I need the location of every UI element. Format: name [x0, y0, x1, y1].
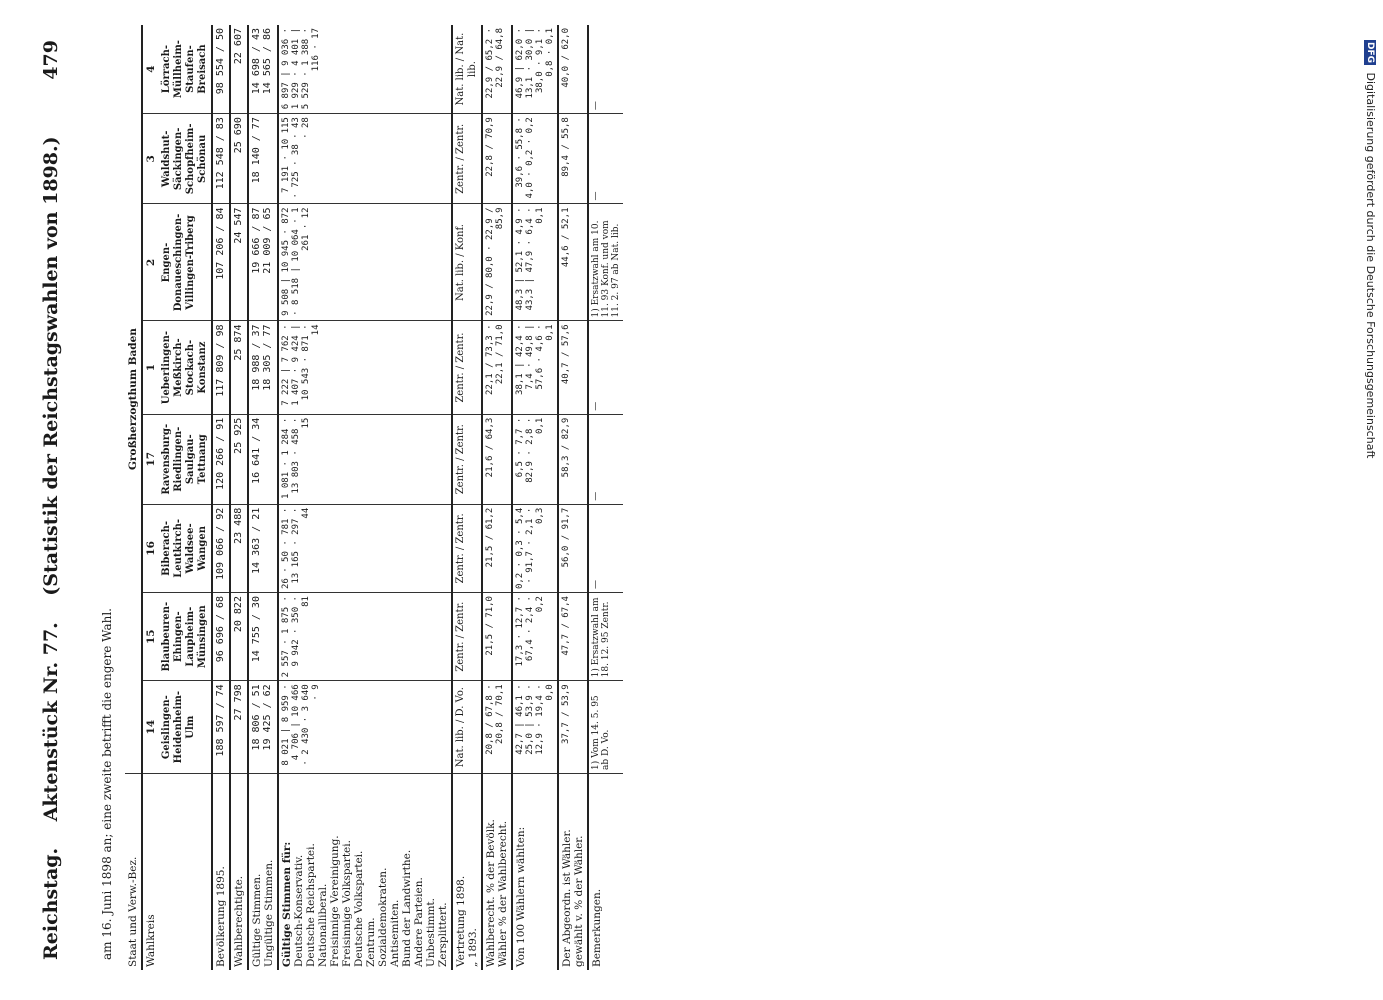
cell — [248, 681, 278, 774]
cell — [248, 25, 278, 114]
cell: — — [588, 25, 623, 114]
cell: 58,3 / 82,9 — [558, 414, 588, 504]
cell: 22,8 / 70,9 — [482, 114, 512, 204]
cell: Zentr. / Zentr. — [452, 321, 482, 414]
cell: 22,1 / 73,3 · 22,1 / 71,0 — [482, 321, 512, 414]
representation-label — [452, 774, 482, 971]
col-name: Engen-Donaueschingen-Villingen-Triberg — [159, 204, 212, 321]
col-no: 3 — [142, 114, 159, 204]
cell: 27 798 — [230, 681, 248, 774]
cell: 20 822 — [230, 593, 248, 681]
wahlkreis-label: Wahlkreis — [142, 774, 159, 971]
votes-row — [248, 25, 278, 970]
digitization-text: Digitalisierung gefördert durch die Deutsche Forschungsgemeinschaft — [1364, 72, 1377, 459]
representation-label-b: „ 1893. — [467, 928, 479, 967]
cell: 44,6 / 52,1 — [558, 204, 588, 321]
cell: 1 081 · 1 284 · 13 803 · 458 · 15 — [278, 414, 452, 504]
cell: 7 222 | 7 762 · 1 407 · 9 424 | 10 543 · 871 · 14 — [278, 321, 452, 414]
cell: 1) Vom 14. 5. 95 ab D. Vo. — [588, 681, 623, 774]
col-name: Biberach-Leutkirch-Waldsee-Wangen — [159, 504, 212, 592]
cell: 20,8 / 67,8 · 20,8 / 70,1 — [482, 681, 512, 774]
cell: — — [588, 414, 623, 504]
cell: 22,9 / 65,2 · 22,9 / 64,8 — [482, 25, 512, 114]
party-label: Zentrum. — [365, 917, 377, 967]
cell: 109 066 / 92 — [212, 504, 230, 592]
cell — [248, 321, 278, 414]
cell: 25 690 — [230, 114, 248, 204]
cell: 40,7 / 57,6 — [558, 321, 588, 414]
participation-label — [482, 774, 512, 971]
header-left: Reichstag. — [40, 847, 62, 960]
party-label: Deutsche Reichspartei. — [305, 843, 317, 967]
col-no: 16 — [142, 504, 159, 592]
subline: am 16. Juni 1898 an; eine zweite betrifft die engere Wahl. — [100, 608, 114, 960]
party-label: Sozialdemokraten. — [377, 867, 389, 967]
cell: 25 925 — [230, 414, 248, 504]
ratio-label-b: gewählt v. % der Wähler. — [573, 835, 585, 967]
population-row — [212, 25, 230, 970]
cell: 46,9 | 62,0 · 13,1 · 30,0 | 38,0 · 9,1 · 0,8 · 0,1 — [512, 25, 558, 114]
party-label: Zersplittert. — [437, 902, 449, 967]
eligible-label: Wahlberechtigte. — [230, 774, 248, 971]
cell: 21,5 / 61,2 — [482, 504, 512, 592]
col-no: 4 — [142, 25, 159, 114]
cell: 107 206 / 84 — [212, 204, 230, 321]
col-name: Ueberlingen-Meßkirch-Stockach-Konstanz — [159, 321, 212, 414]
cell: 26 · 50 · 781 · 13 165 · 297 · 44 — [278, 504, 452, 592]
cell-a: 16 641 / 34 — [251, 417, 262, 484]
remarks-row — [588, 25, 623, 970]
cell-b: 18 305 / 77 — [262, 324, 273, 391]
party-intro: Gültige Stimmen für: — [281, 841, 293, 967]
cell: Nat. lib. / Konf. — [452, 204, 482, 321]
state-label: Staat und Verw.-Bez. — [127, 856, 139, 967]
population-label: Bevölkerung 1895. — [212, 774, 230, 971]
cell-a: 14 363 / 21 — [251, 507, 262, 574]
election-table — [125, 25, 623, 970]
party-label: Deutsch-Konservativ. — [293, 854, 305, 967]
participation-row — [482, 25, 512, 970]
col-no: 17 — [142, 414, 159, 504]
col-name: Ravensburg-Riedlingen-Saulgau-Tettnang — [159, 414, 212, 504]
cell: 38,1 | 42,4 · 7,4 · 49,8 | 57,6 · 4,6 · 0,1 — [512, 321, 558, 414]
per-hundred-label: Von 100 Wählern wählten: — [512, 774, 558, 971]
per-hundred-row — [512, 25, 558, 970]
participation-label-a: Wahlberecht. % der Bevölk. — [485, 819, 497, 967]
cell: Zentr. / Zentr. — [452, 114, 482, 204]
header-title: Aktenstück Nr. 77. — [40, 622, 62, 822]
cell: 117 809 / 98 — [212, 321, 230, 414]
cell: 21,6 / 64,3 — [482, 414, 512, 504]
cell: 21,5 / 71,0 — [482, 593, 512, 681]
cell: 188 597 / 74 — [212, 681, 230, 774]
dfg-logo: DFG — [1365, 42, 1375, 64]
party-labels — [278, 774, 452, 971]
cell: — — [588, 321, 623, 414]
party-label: Bund der Landwirthe. — [401, 849, 413, 967]
cell: 6,5 · 7,7 · 82,9 · 2,8 · 0,1 — [512, 414, 558, 504]
cell: 56,0 / 91,7 — [558, 504, 588, 592]
participation-label-b: Wähler % der Wahlberecht. — [497, 820, 509, 967]
cell — [248, 504, 278, 592]
col-no: 15 — [142, 593, 159, 681]
cell: 7 191 · 10 115 · 725 · 38 · 43 · 28 — [278, 114, 452, 204]
party-label: Andere Parteien. — [413, 877, 425, 967]
cell: 42,7 | 46,1 · 25,0 | 53,9 · 12,9 · 19,4 · 0,0 — [512, 681, 558, 774]
cell-b: 14 565 / 86 — [262, 28, 273, 95]
cell: Nat. lib. / D. Vo. — [452, 681, 482, 774]
cell: 6 897 | 9 036 · 1 929 · 4 401 | 5 529 · 1 388 · 116 · 17 — [278, 25, 452, 114]
cell: 23 488 — [230, 504, 248, 592]
col-name: Blaubeuren-Ehingen-Laupheim-Münsingen — [159, 593, 212, 681]
cell-a: 14 755 / 30 — [251, 596, 262, 663]
party-votes-row — [278, 25, 452, 970]
party-label: Freisinnige Vereinigung. — [329, 835, 341, 967]
header-subtitle: (Statistik der Reichstagswahlen von 1898.) — [40, 136, 62, 596]
page-header — [40, 40, 62, 960]
valid-votes-label: Gültige Stimmen. — [251, 873, 263, 967]
col-name: Lörrach-Müllheim-Staufen-Breisach — [159, 25, 212, 114]
cell: 37,7 / 53,9 — [558, 681, 588, 774]
eligible-row — [230, 25, 248, 970]
cell — [248, 593, 278, 681]
cell: 24 547 — [230, 204, 248, 321]
cell-a: 18 988 / 37 — [251, 324, 262, 391]
cell: 25 874 — [230, 321, 248, 414]
remarks-label: Bemerkungen. — [588, 774, 623, 971]
cell: 0,2 · 0,3 · 5,4 · 91,7 · 2,1 · 0,3 — [512, 504, 558, 592]
cell: 22,9 / 80,0 · 22,9 / 85,9 — [482, 204, 512, 321]
cell: 89,4 / 55,8 — [558, 114, 588, 204]
col-name: Waldshut-Säckingen-Schopfheim-Schönau — [159, 114, 212, 204]
col-no: 2 — [142, 204, 159, 321]
cell-b: 21 009 / 65 — [262, 207, 273, 274]
votes-label — [248, 774, 278, 971]
cell-a: 14 698 / 43 — [251, 28, 262, 95]
invalid-votes-label: Ungültige Stimmen. — [263, 859, 275, 967]
cell: 17,3 · 12,7 · 67,4 · 2,4 · 0,2 — [512, 593, 558, 681]
page-number: 479 — [40, 40, 62, 80]
cell: 112 548 / 83 — [212, 114, 230, 204]
cell: Zentr. / Zentr. — [452, 593, 482, 681]
cell: Nat. lib. / Nat. lib. — [452, 25, 482, 114]
cell: 9 508 | 10 945 · 872 · 8 518 | 10 064 · 1 261 · 12 — [278, 204, 452, 321]
cell-a: 18 806 / 51 — [251, 684, 262, 751]
cell: 22 607 — [230, 25, 248, 114]
cell: Zentr. / Zentr. — [452, 504, 482, 592]
col-no: 1 — [142, 321, 159, 414]
ratio-label — [558, 774, 588, 971]
cell — [248, 204, 278, 321]
state-value: Großherzogthum Baden — [125, 25, 142, 774]
cell: 48,3 | 52,1 · 4,9 · 43,3 | 47,9 · 6,4 · 0,1 — [512, 204, 558, 321]
party-label: Deutsche Volkspartei. — [353, 850, 365, 967]
representation-label-a: Vertretung 1898. — [455, 875, 467, 967]
cell: 1) Ersatzwahl am 18. 12. 95 Zentr. — [588, 593, 623, 681]
party-label: Antisemiten. — [389, 899, 401, 967]
ratio-label-a: Der Abgeordn. ist Wähler. — [561, 829, 573, 967]
cell: — — [588, 114, 623, 204]
party-label: Unbestimmt. — [425, 898, 437, 967]
cell: 2 557 · 1 875 · 9 942 · 350 · 81 — [278, 593, 452, 681]
party-label: Freisinnige Volkspartei. — [341, 840, 353, 967]
cell: 47,7 / 67,4 — [558, 593, 588, 681]
cell-a: 19 666 / 87 — [251, 207, 262, 274]
party-label: Nationalliberal. — [317, 883, 329, 967]
cell-b: 19 425 / 62 — [262, 684, 273, 751]
col-no: 14 — [142, 681, 159, 774]
cell — [248, 414, 278, 504]
cell — [248, 114, 278, 204]
cell: — — [588, 504, 623, 592]
cell: 40,0 / 62,0 — [558, 25, 588, 114]
cell: 96 696 / 68 — [212, 593, 230, 681]
cell: 39,6 · 55,8 · 4,0 · 0,2 · 0,2 — [512, 114, 558, 204]
cell-a: 18 140 / 77 — [251, 117, 262, 184]
cell: 120 266 / 91 — [212, 414, 230, 504]
cell: 98 554 / 50 — [212, 25, 230, 114]
col-name: Geislingen-Heidenheim-Ulm — [159, 681, 212, 774]
cell: 1) Ersatzwahl am 10. 11. 93 Konf. und vom 11. 2. 97 ab Nat. lib. — [588, 204, 623, 321]
ratio-row — [558, 25, 588, 970]
cell: Zentr. / Zentr. — [452, 414, 482, 504]
cell: 8 021 | 8 959 · 4 706 | 10 466 · 2 430 · 3 640 · 9 — [278, 681, 452, 774]
representation-row — [452, 25, 482, 970]
